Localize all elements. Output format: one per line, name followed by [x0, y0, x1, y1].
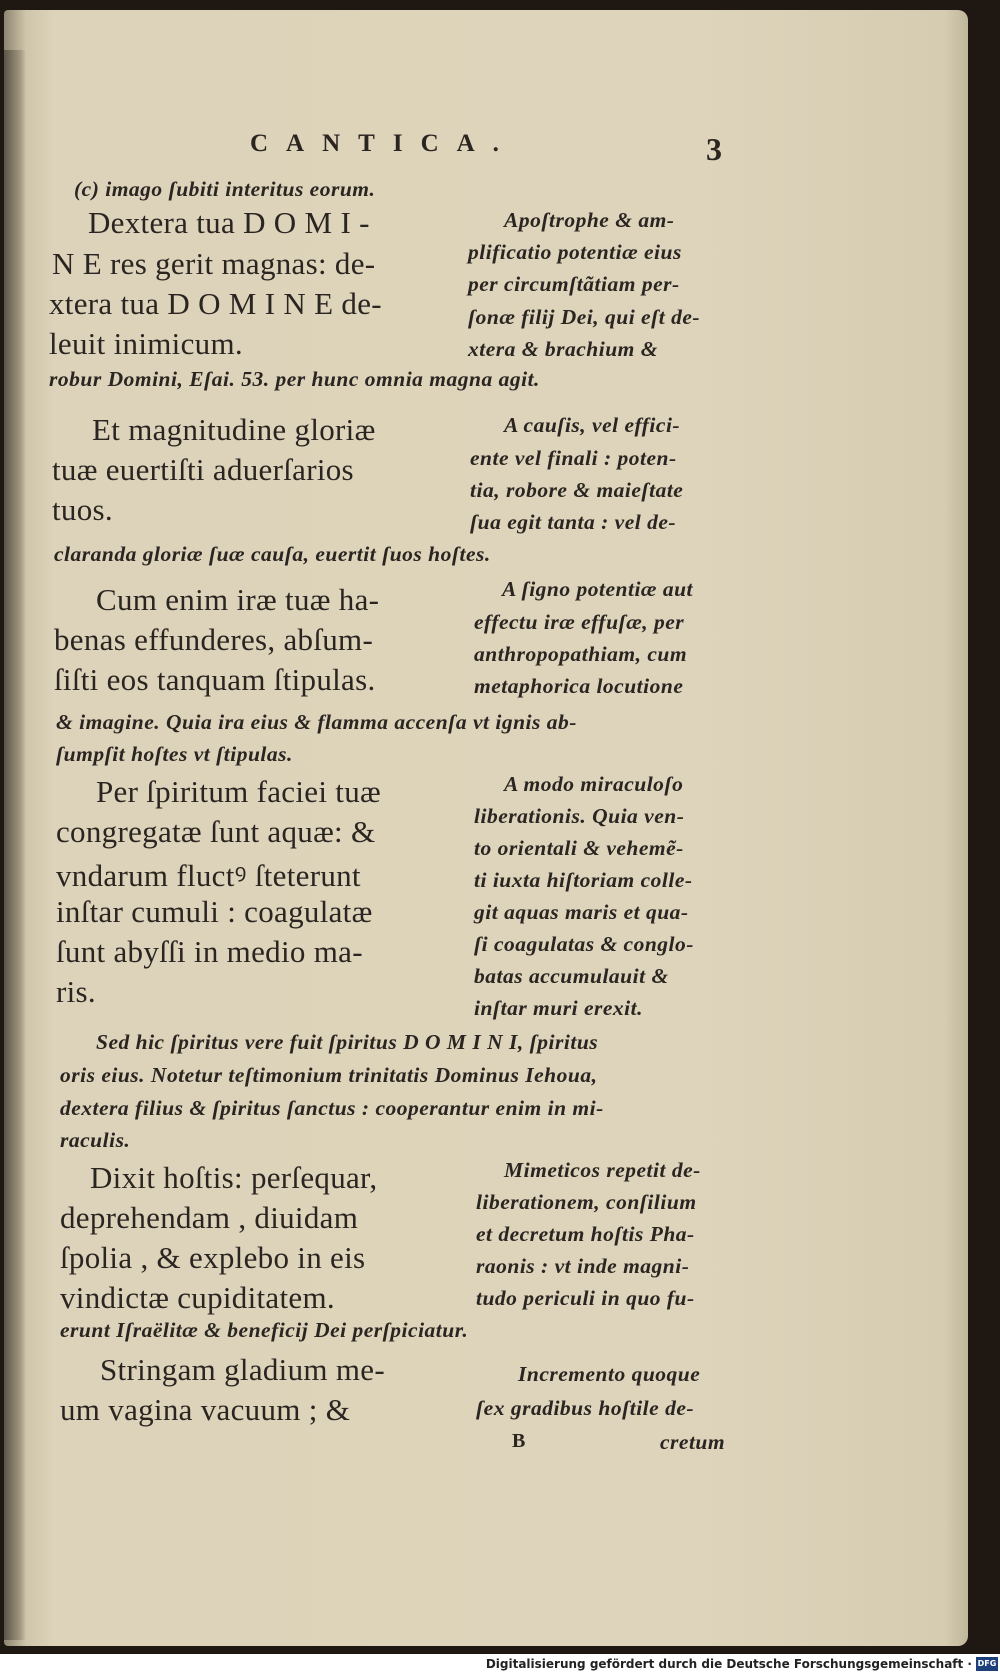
gloss-line: git aquas maris et qua- [474, 900, 689, 924]
gloss-line: liberationem, conſilium [476, 1190, 697, 1214]
text-line: xtera tua D O M I N E de- [49, 286, 382, 321]
text-line: vindictæ cupiditatem. [60, 1280, 335, 1315]
text-line: Stringam gladium me- [100, 1352, 385, 1387]
signature-mark: B [512, 1430, 526, 1452]
gloss-line: plificatio potentiæ eius [468, 240, 682, 264]
gloss-line: inſtar muri erexit. [474, 996, 643, 1020]
gloss-line: Incremento quoque [518, 1362, 701, 1386]
text-line: benas effunderes, abſum- [54, 622, 374, 657]
gloss-line: to orientali & vehemẽ- [474, 836, 684, 860]
gloss-line: Sed hic ſpiritus vere fuit ſpiritus D O M I N I, ſpiritus [96, 1030, 599, 1054]
gloss-line: A cauſis, vel effici- [504, 413, 681, 437]
text-line: ris. [56, 974, 96, 1009]
gloss-line: & imagine. Quia ira eius & flamma accenſa vt ignis ab- [56, 710, 577, 734]
gloss-line: batas accumulauit & [474, 964, 669, 988]
text-line: Et magnitudine gloriæ [92, 412, 376, 447]
gloss-line: A ſigno potentiæ aut [502, 577, 693, 601]
gloss-line: ſua egit tanta : vel de- [470, 510, 677, 534]
text-line: inſtar cumuli : coagulatæ [56, 894, 373, 929]
gloss-line: claranda gloriæ ſuæ cauſa, euertit ſuos hoſtes. [54, 542, 491, 566]
gloss-line: raonis : vt inde magni- [476, 1254, 690, 1278]
gloss-line: et decretum hoſtis Pha- [476, 1222, 695, 1246]
dfg-logo: DFG [976, 1657, 998, 1671]
text-line: tuæ euertiſti aduerſarios [52, 452, 354, 487]
text-line: Dixit hoſtis: perſequar, [90, 1160, 378, 1195]
catchword: cretum [660, 1430, 726, 1454]
gloss-line: anthropopathiam, cum [474, 642, 688, 666]
gloss-line: raculis. [60, 1128, 131, 1152]
gloss-line: A modo miraculoſo [504, 772, 684, 796]
gloss-line: xtera & brachium & [468, 337, 658, 361]
funding-credit: Digitalisierung gefördert durch die Deutsche Forschungsgemeinschaft · [485, 1657, 972, 1671]
text-line: leuit inimicum. [49, 326, 243, 361]
text-line: tuos. [52, 492, 113, 527]
gloss-line: metaphorica locutione [474, 674, 684, 698]
gloss-line: effectu iræ effuſæ, per [474, 610, 685, 634]
text-line: vndarum fluctꝰ ſteterunt [56, 858, 361, 893]
text-line: (c) imago ſubiti interitus eorum. [74, 177, 376, 201]
gloss-line: robur Domini, Eſai. 53. per hunc omnia magna agit. [49, 367, 540, 391]
gloss-line: Mimeticos repetit de- [504, 1158, 701, 1182]
gloss-line: erunt Iſraëlitæ & beneficij Dei perſpiciatur. [60, 1318, 469, 1342]
gloss-line: ti iuxta hiſtoriam colle- [474, 868, 693, 892]
running-header: CANTICA. [250, 130, 517, 157]
text-line: Cum enim iræ tuæ ha- [96, 582, 380, 617]
gloss-line: ente vel finali : poten- [470, 446, 677, 470]
text-line: deprehendam , diuidam [60, 1200, 359, 1235]
page-text [4, 10, 968, 1646]
text-line: congregatæ ſunt aquæ: & [56, 814, 376, 849]
gloss-line: per circumſtãtiam per- [468, 272, 680, 296]
text-line: ſiſti eos tanquam ſtipulas. [54, 662, 376, 697]
gloss-line: ſumpſit hoſtes vt ſtipulas. [56, 742, 293, 766]
text-line: um vagina vacuum ; & [60, 1392, 351, 1427]
text-line: ſpolia , & explebo in eis [60, 1240, 366, 1275]
text-line: N E res gerit magnas: de- [52, 246, 376, 281]
gloss-line: dextera filius & ſpiritus ſanctus : cooperantur enim in mi- [60, 1096, 604, 1120]
gloss-line: tudo periculi in quo fu- [476, 1286, 695, 1310]
gloss-line: ſi coagulatas & conglo- [474, 932, 694, 956]
text-line: Per ſpiritum faciei tuæ [96, 774, 381, 809]
digitization-footer [0, 1654, 1000, 1677]
folio-number: 3 [706, 131, 722, 167]
gloss-line: liberationis. Quia ven- [474, 804, 685, 828]
gloss-line: oris eius. Notetur teſtimonium trinitatis Dominus Iehoua, [60, 1063, 598, 1087]
gloss-line: ſex gradibus hoſtile de- [476, 1396, 695, 1420]
text-line: ſunt abyſſi in medio ma- [56, 934, 363, 969]
gloss-line: ſonæ filij Dei, qui eſt de- [468, 305, 701, 329]
gloss-line: Apoſtrophe & am- [504, 208, 675, 232]
book-page [4, 10, 968, 1646]
text-line: Dextera tua D O M I - [88, 205, 370, 240]
gloss-line: tia, robore & maieſtate [470, 478, 684, 502]
